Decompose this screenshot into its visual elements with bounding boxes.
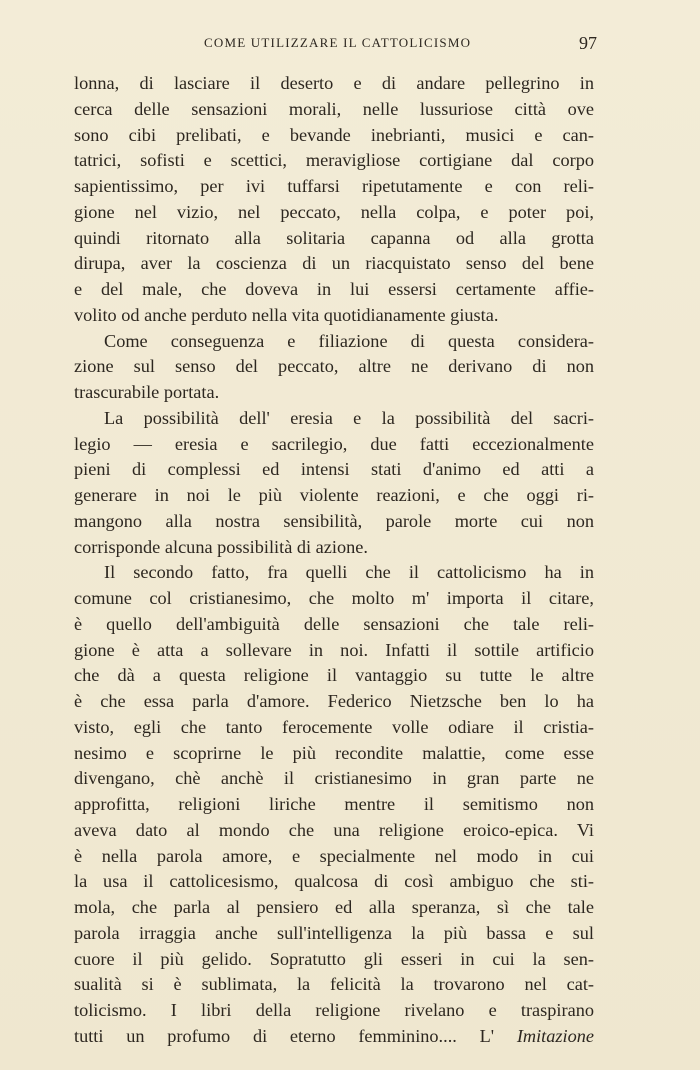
body-text — [74, 71, 594, 1050]
page-number: 97 — [579, 33, 597, 53]
text-line-29: approfitta, religioni liriche mentre il semitismo non — [74, 794, 594, 814]
text-line-31: è nella parola amore, e specialmente nel modo in cui — [74, 845, 594, 866]
text-line-34: parola irraggia anche sull'intelligenza la più bassa e sul — [74, 922, 594, 943]
text-line-11: Come conseguenza e filiazione di questa considera- — [104, 330, 594, 351]
text-line-33: mola, che parla al pensiero ed alla speranza, sì che tale — [74, 897, 594, 917]
text-line-13: trascurabile portata. — [74, 382, 220, 402]
running-title: COME UTILIZZARE IL CATTOLICISMO — [204, 35, 472, 50]
text-line-21: comune col cristianesimo, che molto m' importa il citare, — [74, 588, 594, 608]
text-line-20: Il secondo fatto, fra quelli che il cattolicismo ha in — [104, 562, 594, 583]
text-line-37: tolicismo. I libri della religione rivelano e traspirano — [74, 1000, 594, 1020]
text-line-18: mangono alla nostra sensibilità, parole morte cui non — [74, 510, 594, 531]
text-line-38-roman: tutti un profumo di eterno femminino.... L' — [74, 1025, 495, 1046]
text-line-26: visto, egli che tanto ferocemente volle odiare il cristia- — [74, 716, 594, 737]
text-line-19: corrisponde alcuna possibilità di azione. — [74, 536, 368, 557]
text-line-16: pieni di complessi ed intensi stati d'animo ed atti a — [74, 459, 594, 480]
text-line-3: sono cibi prelibati, e bevande inebrianti, musici e can- — [74, 124, 594, 145]
text-line-12: zione sul senso del peccato, altre ne derivano di non — [74, 356, 594, 377]
text-line-14: La possibilità dell' eresia e la possibilità del sacri- — [104, 407, 594, 428]
text-line-24: che dà a questa religione il vantaggio su tutte le altre — [74, 665, 594, 686]
text-line-25: è che essa parla d'amore. Federico Nietzsche ben lo ha — [74, 691, 594, 711]
text-line-7: quindi ritornato alla solitaria capanna od alla grotta — [74, 227, 594, 248]
text-line-23: gione è atta a sollevare in noi. Infatti il sottile artificio — [74, 639, 594, 660]
text-line-10: volito od anche perduto nella vita quotidianamente giusta. — [74, 304, 499, 325]
text-line-6: gione nel vizio, nel peccato, nella colpa, e poter poi, — [74, 201, 594, 222]
text-line-30: aveva dato al mondo che una religione eroico-epica. Vi — [74, 819, 594, 840]
text-line-4: tatrici, sofisti e scettici, meravigliose cortigiane dal corpo — [74, 150, 594, 171]
text-line-35: cuore il più gelido. Sopratutto gli esseri in cui la sen- — [74, 948, 594, 969]
text-line-17: generare in noi le più violente reazioni, e che oggi ri- — [74, 485, 594, 505]
text-line-15: legio — eresia e sacrilegio, due fatti eccezionalmente — [74, 433, 594, 454]
text-line-32: la usa il cattolicesismo, qualcosa di così ambiguo che sti- — [74, 871, 594, 892]
text-line-5: sapientissimo, per ivi tuffarsi ripetutamente e con reli- — [74, 176, 594, 196]
text-line-1: lonna, di lasciare il deserto e di andare pellegrino in — [74, 73, 594, 93]
text-line-9: e del male, che doveva in lui essersi certamente affie- — [74, 279, 594, 299]
text-line-36: sualità si è sublimata, la felicità la trovarono nel cat- — [74, 974, 594, 995]
text-line-27: nesimo e scoprirne le più recondite malattie, come esse — [74, 742, 594, 763]
text-line-22: è quello dell'ambiguità delle sensazioni che tale reli- — [74, 613, 594, 634]
text-line-28: divengano, chè anchè il cristianesimo in gran parte ne — [74, 768, 594, 789]
text-line-8: dirupa, aver la coscienza di un riacquistato senso del bene — [74, 253, 594, 274]
text-line-38 — [74, 1024, 594, 1050]
italic-title-fragment: Imitazione — [516, 1025, 594, 1046]
text-line-2: cerca delle sensazioni morali, nelle lussuriose città ove — [74, 98, 594, 119]
running-header — [0, 33, 700, 57]
